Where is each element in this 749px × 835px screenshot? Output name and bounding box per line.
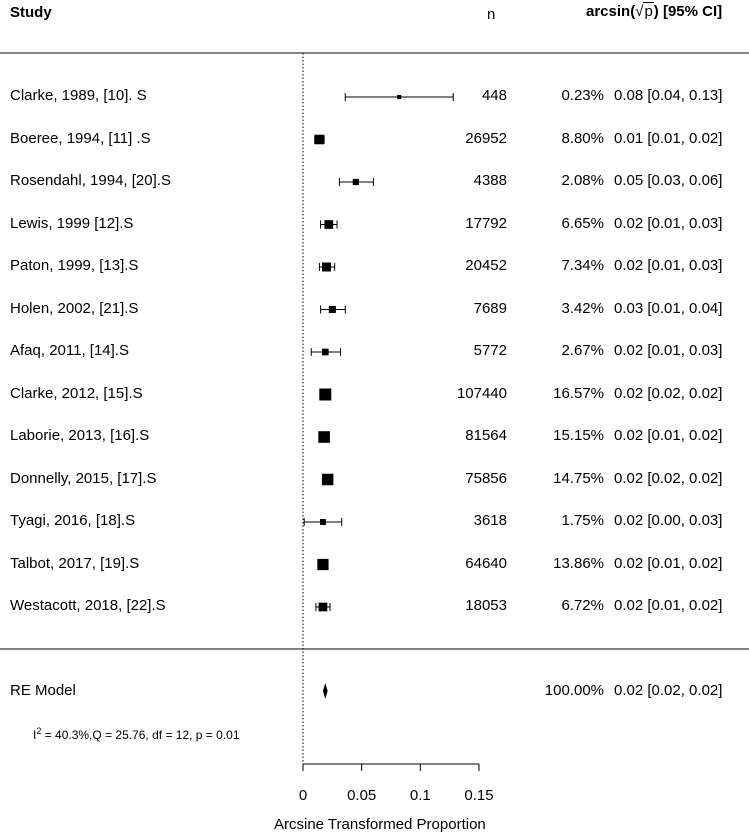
i2-sup: 2: [36, 726, 42, 736]
study-n: 3618: [473, 512, 507, 529]
study-label: Talbot, 2017, [19].S: [10, 555, 140, 572]
study-label: Paton, 1999, [13].S: [10, 257, 139, 274]
study-point: [397, 95, 401, 99]
study-label: Donnelly, 2015, [17].S: [10, 470, 157, 487]
study-point: [329, 306, 336, 313]
study-n: 5772: [473, 342, 507, 359]
study-ci: 0.02 [0.01, 0.02]: [614, 427, 723, 444]
x-tick-label: 0.05: [347, 787, 377, 804]
study-n: 107440: [456, 385, 507, 402]
summary-ci: 0.02 [0.02, 0.02]: [614, 682, 723, 699]
x-tick-label: 0.15: [464, 787, 494, 804]
study-weight: 8.80%: [561, 130, 604, 147]
sqrt-sign: √: [635, 3, 644, 20]
study-point: [322, 474, 333, 485]
study-ci: 0.02 [0.01, 0.02]: [614, 555, 723, 572]
study-weight: 2.08%: [561, 172, 604, 189]
study-ci: 0.01 [0.01, 0.02]: [614, 130, 723, 147]
study-label: Clarke, 1989, [10]. S: [10, 87, 147, 104]
study-n: 7689: [473, 300, 507, 317]
study-n: 26952: [465, 130, 507, 147]
study-ci: 0.05 [0.03, 0.06]: [614, 172, 723, 189]
study-point: [324, 220, 333, 229]
header-study: Study: [10, 4, 52, 21]
study-point: [319, 603, 328, 612]
study-weight: 13.86%: [553, 555, 604, 572]
study-ci: 0.08 [0.04, 0.13]: [614, 87, 723, 104]
study-n: 20452: [465, 257, 507, 274]
study-point: [320, 519, 326, 525]
summary-label: RE Model: [10, 682, 76, 699]
study-weight: 3.42%: [561, 300, 604, 317]
study-ci: 0.02 [0.01, 0.03]: [614, 257, 723, 274]
study-n: 64640: [465, 555, 507, 572]
study-ci: 0.02 [0.01, 0.02]: [614, 597, 723, 614]
study-weight: 6.65%: [561, 215, 604, 232]
study-label: Afaq, 2011, [14].S: [10, 342, 129, 359]
study-weight: 2.67%: [561, 342, 604, 359]
study-point: [317, 559, 328, 570]
x-axis-title: Arcsine Transformed Proportion: [274, 816, 486, 833]
summary-weight: 100.00%: [544, 682, 604, 699]
study-ci: 0.03 [0.01, 0.04]: [614, 300, 723, 317]
study-weight: 6.72%: [561, 597, 604, 614]
study-n: 4388: [473, 172, 507, 189]
study-weight: 15.15%: [553, 427, 604, 444]
i2-prefix: I: [33, 728, 37, 742]
study-n: 18053: [465, 597, 507, 614]
header-effect-prefix: arcsin(: [586, 3, 636, 20]
study-n: 17792: [465, 215, 507, 232]
study-weight: 0.23%: [561, 87, 604, 104]
summary-diamond: [323, 683, 328, 699]
study-point: [319, 389, 331, 401]
study-label: Boeree, 1994, [11] .S: [10, 130, 151, 147]
study-label: Tyagi, 2016, [18].S: [10, 512, 136, 529]
study-weight: 16.57%: [553, 385, 604, 402]
study-n: 81564: [465, 427, 507, 444]
study-weight: 14.75%: [553, 470, 604, 487]
study-point: [315, 135, 325, 145]
x-tick-label: 0: [298, 787, 308, 804]
header-effect-suffix: ) [95% CI]: [653, 3, 723, 20]
study-point: [322, 349, 329, 356]
study-ci: 0.02 [0.02, 0.02]: [614, 385, 723, 402]
study-point: [353, 179, 359, 185]
study-ci: 0.02 [0.00, 0.03]: [614, 512, 723, 529]
header-n: n: [487, 6, 496, 23]
study-label: Laborie, 2013, [16].S: [10, 427, 150, 444]
study-point: [322, 263, 331, 272]
study-ci: 0.02 [0.02, 0.02]: [614, 470, 723, 487]
study-weight: 7.34%: [561, 257, 604, 274]
study-label: Clarke, 2012, [15].S: [10, 385, 143, 402]
x-tick-label: 0.1: [409, 787, 431, 804]
study-label: Holen, 2002, [21].S: [10, 300, 139, 317]
study-weight: 1.75%: [561, 512, 604, 529]
study-n: 75856: [465, 470, 507, 487]
heterogeneity-text: = 40.3%,Q = 25.76, df = 12, p = 0.01: [41, 728, 240, 742]
study-ci: 0.02 [0.01, 0.03]: [614, 215, 723, 232]
study-label: Rosendahl, 1994, [20].S: [10, 172, 171, 189]
study-point: [318, 431, 330, 443]
study-ci: 0.02 [0.01, 0.03]: [614, 342, 723, 359]
study-n: 448: [481, 87, 507, 104]
study-label: Lewis, 1999 [12].S: [10, 215, 134, 232]
study-label: Westacott, 2018, [22].S: [10, 597, 166, 614]
header-effect-p: p: [644, 3, 653, 20]
